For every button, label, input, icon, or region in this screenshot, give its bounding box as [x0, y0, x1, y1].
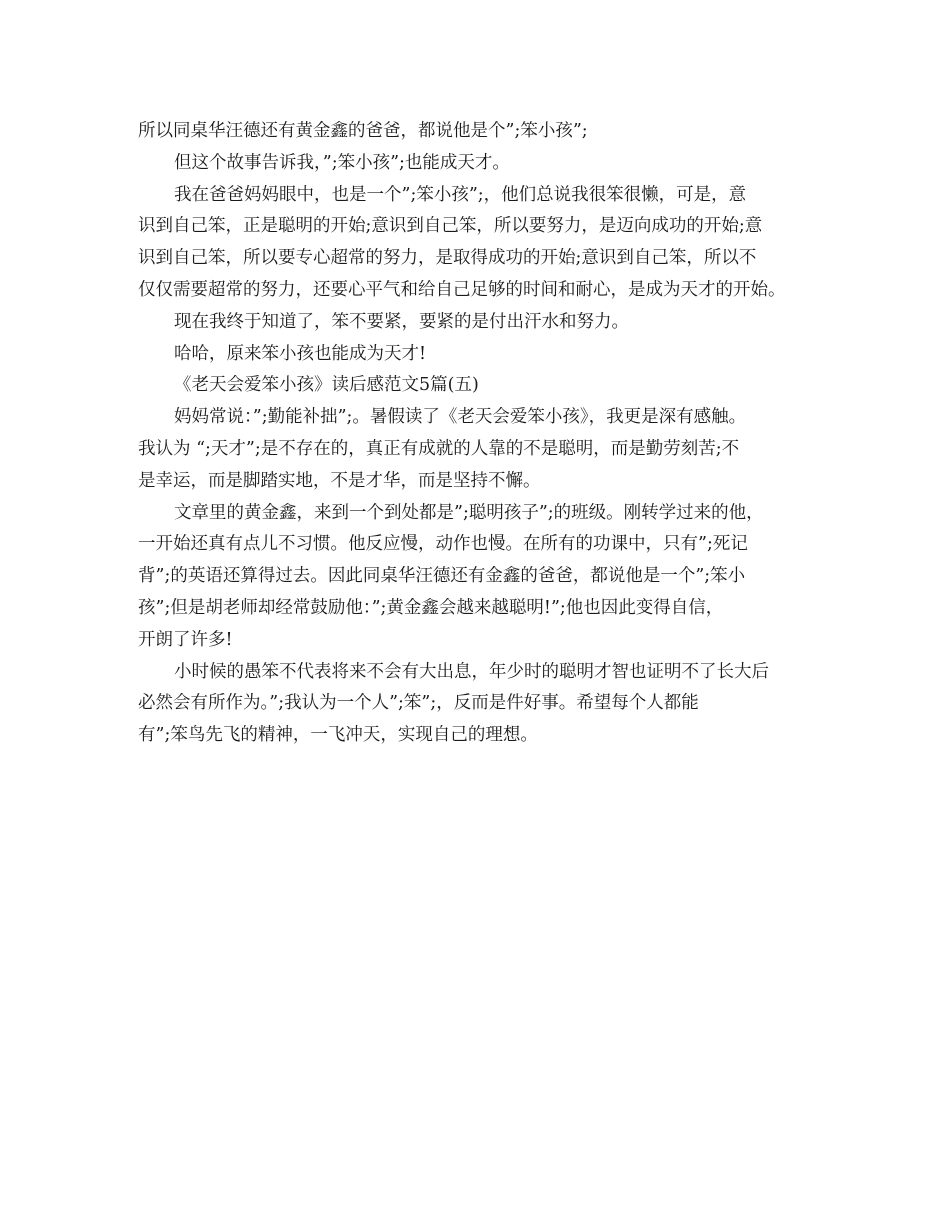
document-body — [138, 116, 828, 752]
text-line: 识到自己笨，正是聪明的开始;意识到自己笨，所以要努力，是迈向成功的开始;意 — [138, 216, 763, 237]
text-line: 但这个故事告诉我，”;笨小孩”;也能成天才。 — [174, 152, 510, 173]
text-line: 哈哈，原来笨小孩也能成为天才! — [174, 343, 427, 364]
text-line: 背”;的英语还算得过去。因此同桌华汪德还有金鑫的爸爸，都说他是一个”;笨小 — [138, 566, 746, 587]
text-line: 我认为 “;天才”;是不存在的，真正有成就的人靠的不是聪明，而是勤劳刻苦;不 — [138, 438, 740, 459]
text-line: 仅仅需要超常的努力，还要心平气和给自己足够的时间和耐心，是成为天才的开始。 — [138, 279, 786, 300]
text-line: 开朗了许多! — [138, 629, 233, 650]
section-heading: 《老天会爱笨小孩》读后感范文5篇(五) — [174, 375, 479, 396]
text-line: 所以同桌华汪德还有黄金鑫的爸爸，都说他是个”;笨小孩”; — [138, 121, 588, 141]
text-line: 有”;笨鸟先飞的精神，一飞冲天，实现自己的理想。 — [138, 725, 538, 746]
text-line: 孩”;但是胡老师却经常鼓励他：”;黄金鑫会越来越聪明!”;他也因此变得自信， — [138, 597, 724, 618]
text-line: 妈妈常说：”;勤能补拙”;。暑假读了《老天会爱笨小孩》，我更是深有感触。 — [174, 407, 747, 428]
text-line: 是幸运，而是脚踏实地，不是才华，而是坚持不懈。 — [138, 470, 541, 491]
text-line: 一开始还真有点儿不习惯。他反应慢，动作也慢。在所有的功课中，只有”;死记 — [138, 534, 748, 555]
text-line: 文章里的黄金鑫，来到一个到处都是”;聪明孩子”;的班级。刚转学过来的他， — [174, 502, 764, 523]
text-line: 必然会有所作为。”;我认为一个人”;笨”;，反而是件好事。希望每个人都能 — [138, 693, 699, 714]
text-line: 识到自己笨，所以要专心超常的努力，是取得成功的开始;意识到自己笨，所以不 — [138, 248, 757, 269]
text-line: 现在我终于知道了，笨不要紧，要紧的是付出汗水和努力。 — [174, 311, 629, 332]
text-line: 我在爸爸妈妈眼中，也是一个”;笨小孩”;，他们总说我很笨很懒，可是，意 — [174, 184, 747, 205]
text-line: 小时候的愚笨不代表将来不会有大出息，年少时的聪明才智也证明不了长大后 — [174, 661, 769, 682]
